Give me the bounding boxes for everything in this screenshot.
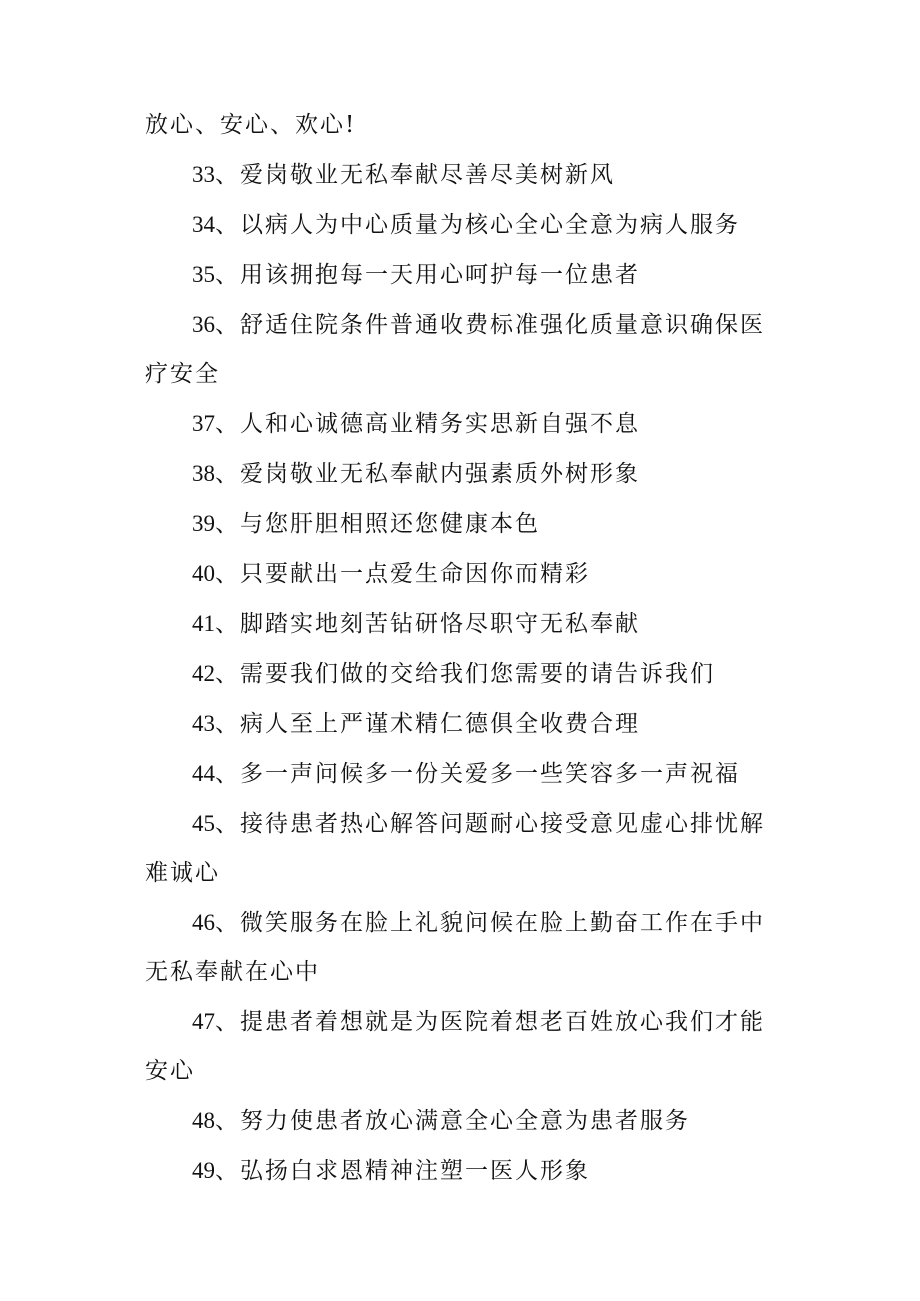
item-number: 39: [192, 511, 215, 536]
item-separator: 、: [215, 212, 240, 238]
item-separator: 、: [215, 1009, 240, 1035]
item-text: 舒适住院条件普通收费标准强化质量意识确保医疗安全: [145, 312, 765, 387]
item-separator: 、: [215, 811, 240, 837]
item-text: 弘扬白求恩精神注塑一医人形象: [240, 1158, 590, 1184]
item-number: 36: [192, 312, 215, 337]
item-text: 病人至上严谨术精仁德俱全收费合理: [240, 711, 640, 737]
item-text: 只要献出一点爱生命因你而精彩: [240, 561, 590, 587]
item-text: 人和心诚德高业精务实思新自强不息: [240, 411, 640, 437]
item-number: 48: [192, 1108, 215, 1133]
item-number: 33: [192, 162, 215, 187]
list-item: [145, 749, 765, 799]
opening-line: 放心、安心、欢心!: [145, 112, 357, 138]
item-text: 爱岗敬业无私奉献内强素质外树形象: [240, 461, 640, 487]
item-separator: 、: [215, 511, 240, 537]
list-item: [145, 799, 765, 898]
item-number: 38: [192, 461, 215, 486]
list-item: [145, 1096, 765, 1146]
item-text: 与您肝胆相照还您健康本色: [240, 511, 540, 537]
list-item: [145, 699, 765, 749]
item-number: 47: [192, 1009, 215, 1034]
item-text: 努力使患者放心满意全心全意为患者服务: [240, 1108, 690, 1134]
item-text: 多一声问候多一份关爱多一些笑容多一声祝福: [240, 761, 740, 787]
list-item: [145, 200, 765, 250]
list-item: [145, 599, 765, 649]
item-separator: 、: [215, 312, 240, 338]
item-separator: 、: [215, 661, 240, 687]
list-item: [145, 250, 765, 300]
item-separator: 、: [215, 611, 240, 637]
item-separator: 、: [215, 1108, 240, 1134]
document-body: [145, 101, 765, 1196]
item-separator: 、: [215, 561, 240, 587]
item-number: 35: [192, 262, 215, 287]
item-number: 34: [192, 212, 215, 237]
item-separator: 、: [215, 761, 240, 787]
item-separator: 、: [215, 910, 240, 936]
item-separator: 、: [215, 411, 240, 437]
list-item: [145, 300, 765, 399]
list-item: [145, 499, 765, 549]
item-number: 40: [192, 561, 215, 586]
item-number: 45: [192, 811, 215, 836]
list-item: [145, 997, 765, 1096]
item-separator: 、: [215, 162, 240, 188]
list-item: [145, 399, 765, 449]
item-number: 43: [192, 711, 215, 736]
list-item: [145, 150, 765, 200]
list-item: [145, 898, 765, 997]
item-number: 37: [192, 411, 215, 436]
item-text: 接待患者热心解答问题耐心接受意见虚心排忧解难诚心: [145, 811, 765, 886]
item-text: 微笑服务在脸上礼貌问候在脸上勤奋工作在手中无私奉献在心中: [145, 910, 765, 985]
item-number: 41: [192, 611, 215, 636]
item-number: 42: [192, 661, 215, 686]
item-separator: 、: [215, 461, 240, 487]
item-text: 爱岗敬业无私奉献尽善尽美树新风: [240, 162, 615, 188]
item-number: 49: [192, 1158, 215, 1183]
list-item: [145, 549, 765, 599]
item-separator: 、: [215, 711, 240, 737]
list-item: [145, 449, 765, 499]
item-text: 用该拥抱每一天用心呵护每一位患者: [240, 262, 640, 288]
item-number: 44: [192, 761, 215, 786]
list-item: [145, 649, 765, 699]
item-text: 需要我们做的交给我们您需要的请告诉我们: [240, 661, 715, 687]
item-separator: 、: [215, 1158, 240, 1184]
item-separator: 、: [215, 262, 240, 288]
item-text: 脚踏实地刻苦钻研恪尽职守无私奉献: [240, 611, 640, 637]
item-number: 46: [192, 910, 215, 935]
item-text: 提患者着想就是为医院着想老百姓放心我们才能安心: [145, 1009, 765, 1084]
item-text: 以病人为中心质量为核心全心全意为病人服务: [240, 212, 740, 238]
list-item: [145, 1146, 765, 1196]
